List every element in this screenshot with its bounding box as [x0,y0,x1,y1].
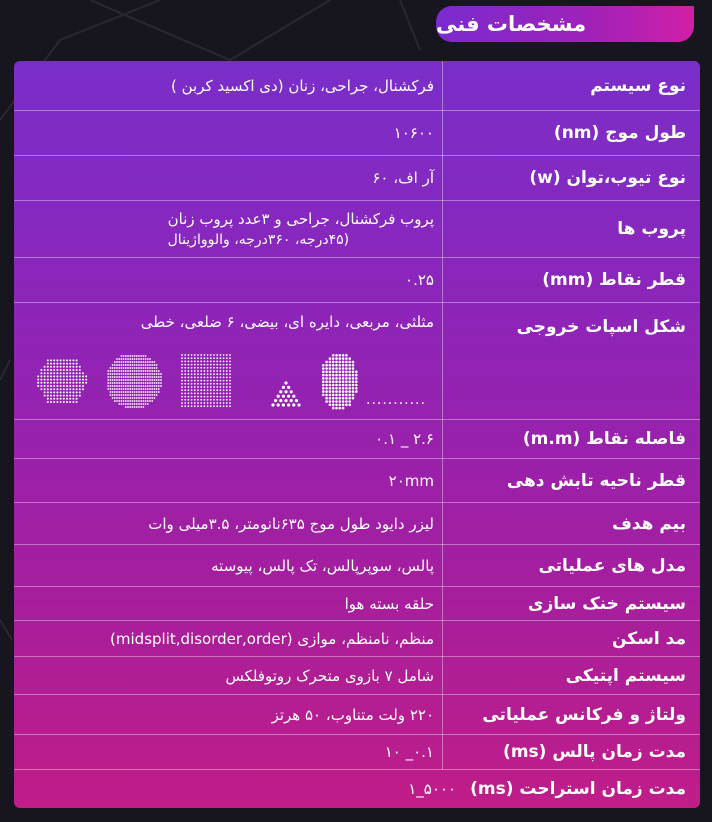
row-label: مدل های عملیاتی [538,555,686,576]
table-row [14,61,700,111]
row-value: ۱۰۶۰۰ [393,124,434,142]
row-value-main: پروب فرکشنال، جراحی و ۳عدد پروب زنان [167,210,434,228]
row-label: قطر نقاط (mm) [542,270,686,290]
table-row [14,587,700,621]
spec-table [14,61,700,808]
row-label: مدت زمان پالس (ms) [503,742,686,762]
triangle-spot-icon [271,381,300,406]
row-value: لیزر دایود طول موج ۶۳۵نانومتر، ۳.۵میلی وات [148,514,434,533]
row-value: آر اف، ۶۰ [372,169,434,187]
row-value [168,201,434,257]
row-label: مدت زمان استراحت (ms) [470,779,686,799]
table-row [14,156,700,201]
table-row [14,695,700,735]
row-value: ۰.۲۵ [405,271,434,289]
table-row [14,657,700,695]
row-value: منظم، نامنظم، موازی (midsplit,disorder,order) [110,629,434,648]
row-label: ولتاژ و فرکانس عملیاتی [482,704,686,725]
hexagon-spot-icon [37,359,87,403]
row-label: طول موج (nm) [553,123,686,143]
table-row [14,545,700,587]
table-row [14,201,700,258]
line-spot-dots: ........... [366,392,426,408]
row-value: ۲۰mm [388,471,434,490]
row-value: مثلثی، مربعی، دایره ای، بیضی، ۶ ضلعی، خطی [140,313,434,331]
table-row [14,770,700,808]
row-value: حلقه بسته هوا [344,594,434,613]
table-row [14,420,700,459]
row-value: پالس، سوپرپالس، تک پالس، پیوسته [211,556,434,575]
circle-spot-icon [107,355,162,408]
row-value-sub: (۴۵درجه، ۳۶۰درجه، والوواژینال [167,232,350,248]
table-row [14,459,700,503]
row-label: فاصله نقاط (m.m) [522,429,686,449]
section-title: مشخصات فنی [436,6,694,42]
table-row [14,258,700,303]
row-value: فرکشنال، جراحی، زنان (دی اکسید کربن ) [171,76,434,95]
row-label: بیم هدف [612,513,686,534]
row-label: نوع سیستم [590,75,686,96]
row-value: شامل ۷ بازوی متحرک روتوفلکس [225,666,434,685]
table-row [14,735,700,770]
table-row [14,621,700,657]
square-spot-icon [181,354,231,407]
row-value: ۲.۶ _ ۰.۱ [375,430,434,448]
row-label: شکل اسپات خروجی [516,317,686,337]
row-value: ۲۲۰ ولت متناوب، ۵۰ هرتز [271,705,434,724]
row-label: سیستم خنک سازی [527,593,686,614]
column-divider [442,61,443,770]
row-value: ۰.۱_ ۱۰ [384,743,434,761]
row-label: قطر ناحیه تابش دهی [506,470,686,491]
ellipse-spot-icon [322,354,358,409]
row-value: ۵۰۰۰_۱ [408,780,456,798]
row-label: مد اسکن [612,628,686,649]
row-label: نوع تیوب،توان (w) [529,168,686,188]
table-row [14,503,700,545]
table-row [14,111,700,156]
row-label: سیستم اپتیکی [565,665,686,686]
row-label: پروب ها [617,219,686,239]
